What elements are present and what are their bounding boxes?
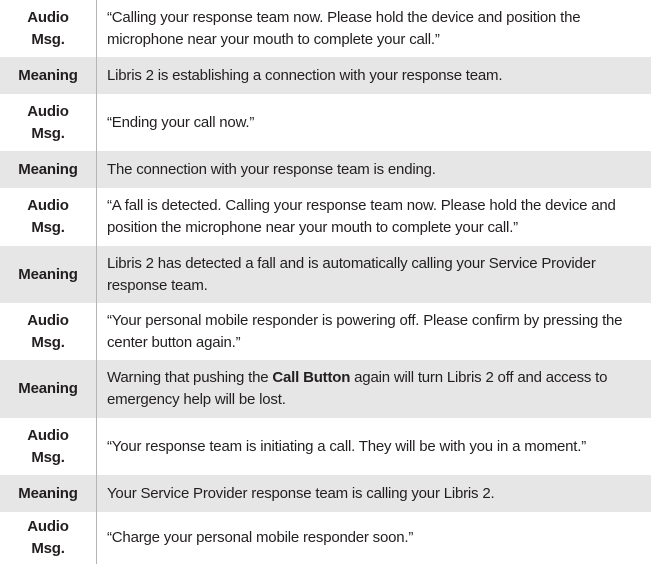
row-label-audio <box>0 0 97 57</box>
row-text: “Your personal mobile responder is powering off. Please confirm by pressing the center button again.” <box>107 311 623 351</box>
label-meaning: Meaning <box>18 484 78 502</box>
label-meaning: Meaning <box>18 380 78 397</box>
table-row-audio-4 <box>0 303 651 360</box>
row-text: “Your response team is initiating a call. They will be with you in a moment.” <box>107 437 586 455</box>
label-msg: Msg. <box>31 219 65 236</box>
label-msg: Msg. <box>31 448 65 466</box>
label-audio: Audio <box>27 102 69 120</box>
row-label-meaning <box>0 151 97 188</box>
label-msg: Msg. <box>31 333 65 351</box>
row-label-audio <box>0 512 97 564</box>
row-text: Libris 2 has detected a fall and is automatically calling your Service Provider response team. <box>107 254 596 294</box>
table-row-audio-3 <box>0 188 651 246</box>
label-msg: Msg. <box>31 540 65 557</box>
row-text: “A fall is detected. Calling your response team now. Please hold the device and position the microphone near your mouth to complete your call.” <box>107 197 616 236</box>
label-audio: Audio <box>27 426 69 444</box>
table-row-meaning-4 <box>0 360 651 418</box>
row-text <box>97 367 651 411</box>
table-row-meaning-3 <box>0 246 651 303</box>
label-audio: Audio <box>27 311 69 329</box>
table-row-audio-6 <box>0 512 651 564</box>
row-text: “Charge your personal mobile responder soon.” <box>107 529 414 546</box>
row-text-before: Warning that pushing the <box>107 369 273 386</box>
table-row-audio-1 <box>0 0 651 57</box>
row-text: Libris 2 is establishing a connection with your response team. <box>107 66 503 84</box>
table-row-audio-2 <box>0 94 651 151</box>
label-meaning: Meaning <box>18 265 78 283</box>
label-msg: Msg. <box>31 124 65 142</box>
label-audio: Audio <box>27 197 69 214</box>
row-label-audio <box>0 303 97 360</box>
row-text: The connection with your response team is ending. <box>107 160 436 178</box>
row-text: Your Service Provider response team is calling your Libris 2. <box>107 484 495 502</box>
call-button-term: Call Button <box>272 369 351 386</box>
table-row-meaning-5 <box>0 475 651 512</box>
row-text: “Calling your response team now. Please hold the device and position the microphone near your mouth to complete your call.” <box>107 8 581 48</box>
table-row-meaning-2 <box>0 151 651 188</box>
table-row-meaning-1 <box>0 57 651 94</box>
row-label-meaning <box>0 57 97 94</box>
label-meaning: Meaning <box>18 66 78 84</box>
row-label-audio <box>0 418 97 475</box>
label-msg: Msg. <box>31 30 65 48</box>
row-label-meaning <box>0 475 97 512</box>
label-audio: Audio <box>27 518 69 535</box>
row-label-audio <box>0 94 97 151</box>
row-label-meaning <box>0 360 97 418</box>
label-audio: Audio <box>27 8 69 26</box>
table-row-audio-5 <box>0 418 651 475</box>
row-label-audio <box>0 188 97 246</box>
row-label-meaning <box>0 246 97 303</box>
row-text: “Ending your call now.” <box>107 113 255 131</box>
row-text-after: again will turn Libris 2 off and access to emergency help will be lost. <box>107 369 608 408</box>
label-meaning: Meaning <box>18 160 78 178</box>
